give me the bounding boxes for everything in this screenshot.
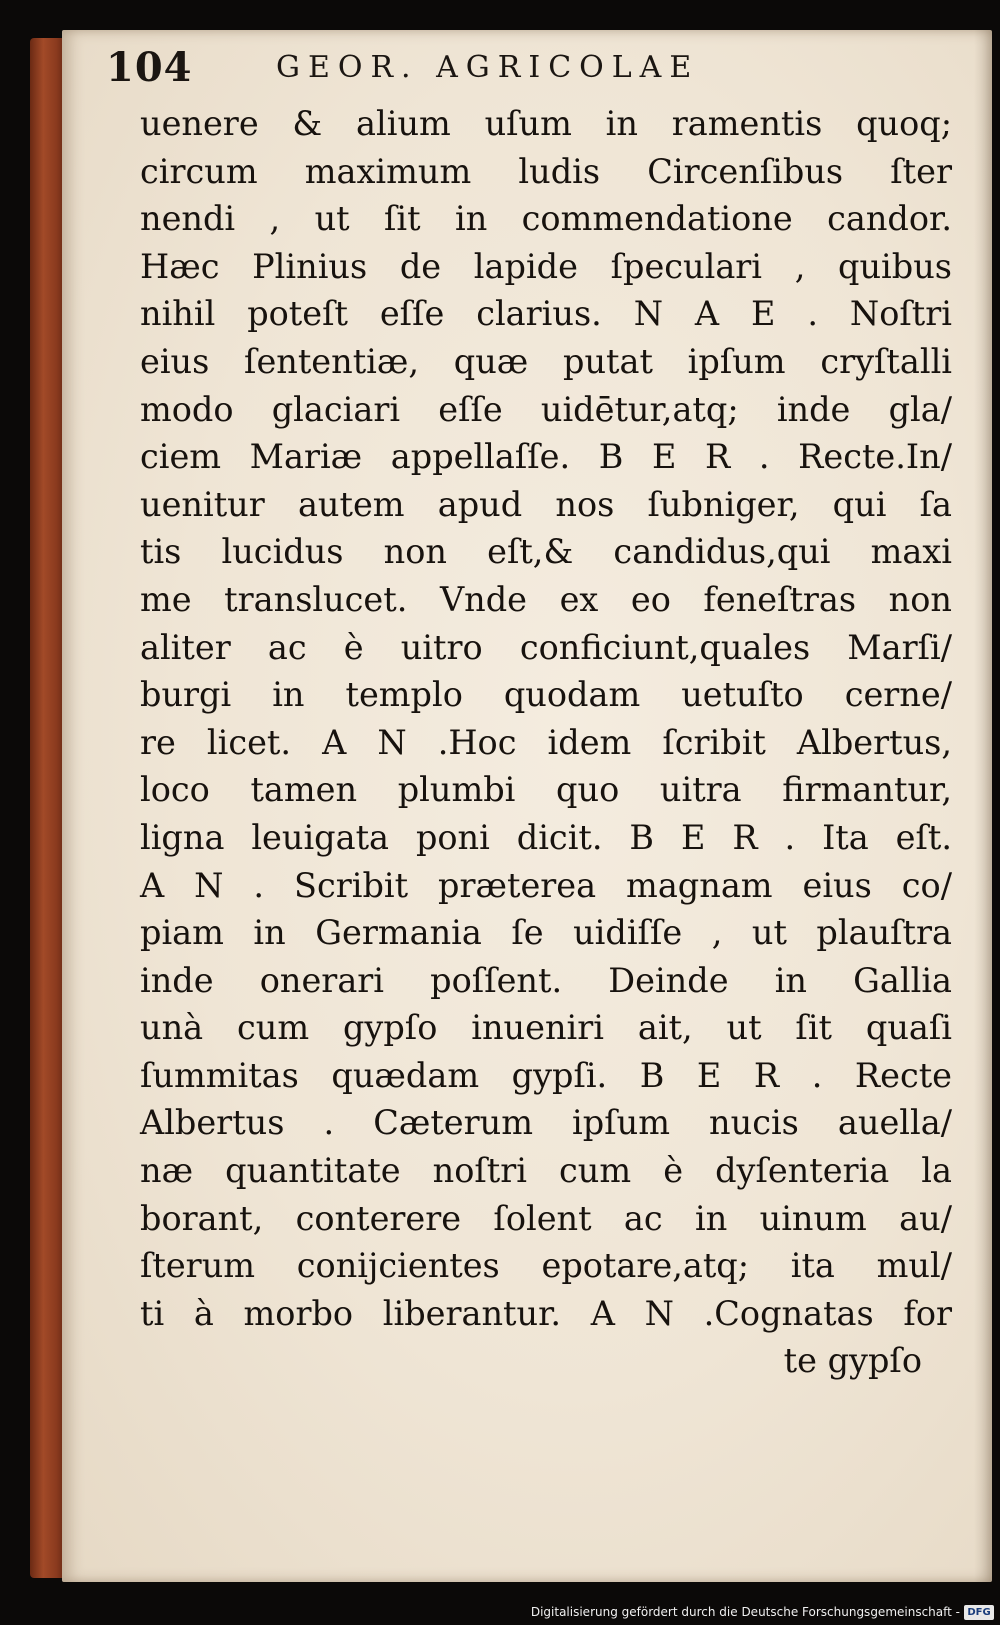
text-line: nendi , ut ſit in commendatione candor. xyxy=(140,199,952,239)
text-line: uenere & alium uſum in ramentis quoq; xyxy=(140,104,952,143)
text-line: modo glaciari eſſe uidētur,atq; inde gla/ xyxy=(140,389,952,429)
dfg-logo: DFG xyxy=(964,1605,994,1620)
text-line: ſterum conijcientes epotare,atq; ita mul/ xyxy=(140,1246,952,1286)
body-text xyxy=(140,100,952,1385)
running-head: GEOR. AGRICOLAE xyxy=(276,50,700,85)
text-line: piam in Germania ſe uidiſſe , ut plauſtra xyxy=(140,913,952,953)
catchword: te gypſo xyxy=(783,1341,922,1381)
text-line: ciem Mariæ appellaſſe. B E R . Recte.In/ xyxy=(140,437,952,477)
text-line: Hæc Plinius de lapide ſpeculari , quibus xyxy=(140,246,952,286)
text-line: aliter ac è uitro conficiunt,quales Marſi/ xyxy=(140,627,952,667)
text-line: borant, conterere ſolent ac in uinum au/ xyxy=(140,1198,952,1238)
text-line: re licet. A N .Hoc idem ſcribit Albertus, xyxy=(140,722,952,762)
page-number: 104 xyxy=(106,44,193,91)
text-line: nihil poteſt eſſe clarius. N A E . Noſtri xyxy=(140,294,952,334)
page-header xyxy=(106,44,866,94)
text-line: eius ſententiæ, quæ putat ipſum cryſtalli xyxy=(140,341,952,381)
text-line: circum maximum ludis Circenſibus ſter xyxy=(140,151,952,191)
text-line: ligna leuigata poni dicit. B E R . Ita eſt. xyxy=(140,817,952,857)
text-line: unà cum gypſo inueniri ait, ut ſit quaſi xyxy=(140,1008,952,1048)
text-line: ſummitas quædam gypſi. B E R . Recte xyxy=(140,1055,952,1095)
footer-credit: Digitalisierung gefördert durch die Deutsche Forschungsgemeinschaft - xyxy=(530,1605,960,1619)
text-line: tis lucidus non eſt,& candidus,qui maxi xyxy=(140,532,952,572)
text-line: uenitur autem apud nos ſubniger, qui ſa xyxy=(140,484,952,524)
text-line: A N . Scribit prætereа magnam eius co/ xyxy=(140,865,952,905)
text-line: næ quantitate noſtri cum è dyſenteria la xyxy=(140,1151,952,1191)
text-line: loco tamen plumbi quo uitra firmantur, xyxy=(140,770,952,810)
text-line: burgi in templo quodam uetuſto cerne/ xyxy=(140,675,952,715)
text-line: Albertus . Cæterum ipſum nucis auella/ xyxy=(140,1103,952,1143)
text-line: inde onerari poſſent. Deinde in Gallia xyxy=(140,960,952,1000)
text-line: me translucet. Vnde ex eo feneſtras non xyxy=(140,579,952,619)
text-line: ti à morbo liberantur. A N .Cognatas for xyxy=(140,1293,952,1333)
footer-bar xyxy=(0,1597,1000,1625)
page-shadow xyxy=(974,30,992,1582)
